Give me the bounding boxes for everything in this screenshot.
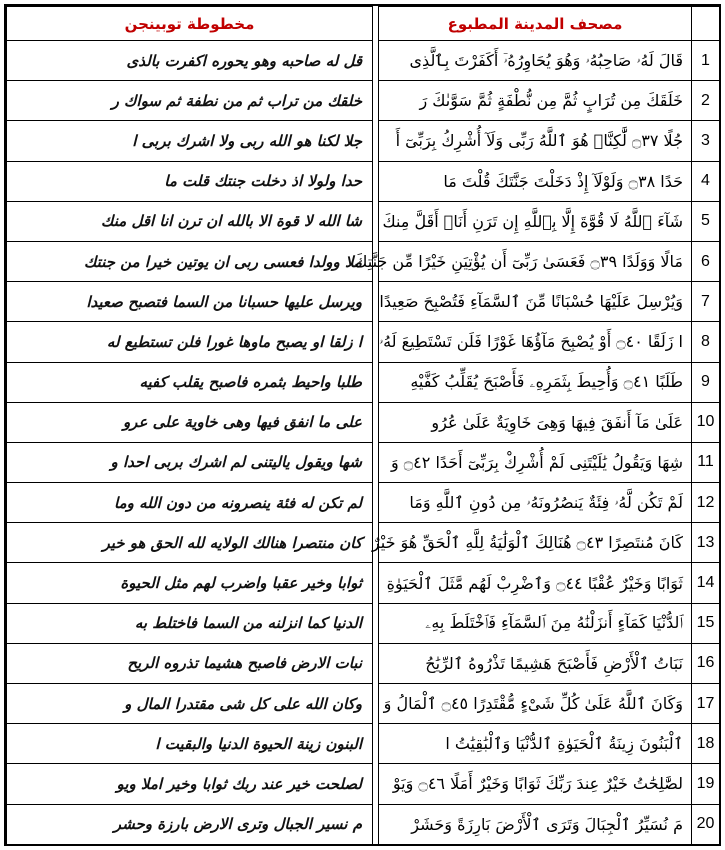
manuscript-cell: على ما انفق فيها وهى خاوية على عرو — [7, 402, 373, 442]
line-number: 6 — [692, 241, 720, 281]
line-number: 13 — [692, 523, 720, 563]
table-row — [7, 161, 720, 201]
medina-cell: جُلًا ۝٣٧ لَّٰكِنَّا۠ هُوَ ٱللَّهُ رَبِّى وَلَآ أُشْرِكُ بِرَبِّىٓ أَ — [379, 121, 692, 161]
line-number: 10 — [692, 402, 720, 442]
medina-cell: نَبَاتُ ٱلْأَرْضِ فَأَصْبَحَ هَشِيمًا تَذْرُوهُ ٱلرِّيَٰحُ — [379, 643, 692, 683]
manuscript-cell: طلبا واحيط بثمره فاصبح يقلب كفيه — [7, 362, 373, 402]
line-number: 7 — [692, 282, 720, 322]
medina-cell: مَ نُسَيِّرُ ٱلْجِبَالَ وَتَرَى ٱلْأَرْضَ بَارِزَةً وَحَشَرْ — [379, 804, 692, 844]
medina-cell: ثَوَابًا وَخَيْرٌ عُقْبًا ۝٤٤ وَٱضْرِبْ لَهُم مَّثَلَ ٱلْحَيَوٰةِ — [379, 563, 692, 603]
medina-cell: لَمْ تَكُن لَّهُۥ فِئَةٌ يَنصُرُونَهُۥ مِن دُونِ ٱللَّهِ وَمَا — [379, 483, 692, 523]
line-number: 9 — [692, 362, 720, 402]
medina-cell: شَآءَ ٱللَّهُ لَا قُوَّةَ إِلَّا بِٱللَّهِ إِن تَرَنِ أَنَا۠ أَقَلَّ مِنكَ — [379, 201, 692, 241]
header-number — [692, 7, 720, 41]
line-number: 14 — [692, 563, 720, 603]
medina-cell: كَانَ مُنتَصِرًا ۝٤٣ هُنَالِكَ ٱلْوَلَٰيَةُ لِلَّهِ ٱلْحَقِّ هُوَ خَيْرٌ — [379, 523, 692, 563]
manuscript-cell: وكان الله على كل شى مقتدرا المال و — [7, 684, 373, 724]
line-number: 18 — [692, 724, 720, 764]
table-row — [7, 603, 720, 643]
comparison-table-frame — [4, 4, 721, 846]
table-row — [7, 322, 720, 362]
table-row — [7, 81, 720, 121]
line-number: 3 — [692, 121, 720, 161]
table-row — [7, 483, 720, 523]
line-number: 20 — [692, 804, 720, 844]
line-number: 11 — [692, 442, 720, 482]
table-row — [7, 282, 720, 322]
table-row — [7, 764, 720, 804]
line-number: 17 — [692, 684, 720, 724]
line-number: 8 — [692, 322, 720, 362]
medina-cell: لصَّٰلِحَٰتُ خَيْرٌ عِندَ رَبِّكَ ثَوَابًا وَخَيْرٌ أَمَلًا ۝٤٦ وَيَوْ — [379, 764, 692, 804]
manuscript-cell: كان منتصرا هنالك الولايه لله الحق هو خير — [7, 523, 373, 563]
table-row — [7, 442, 720, 482]
medina-cell: وَكَانَ ٱللَّهُ عَلَىٰ كُلِّ شَىْءٍ مُّقْتَدِرًا ۝٤٥ ٱلْمَالُ وَ — [379, 684, 692, 724]
medina-cell: عَلَىٰ مَآ أَنفَقَ فِيهَا وَهِىَ خَاوِيَةٌ عَلَىٰ عُرُو — [379, 402, 692, 442]
manuscript-cell: الدنيا كما انزلنه من السما فاختلط به — [7, 603, 373, 643]
table-row — [7, 563, 720, 603]
line-number: 19 — [692, 764, 720, 804]
header-row — [7, 7, 720, 41]
manuscript-cell: م نسير الجبال وترى الارض بارزة وحشر — [7, 804, 373, 844]
medina-cell: طَلَبًا ۝٤١ وَأُحِيطَ بِثَمَرِهِۦ فَأَصْبَحَ يُقَلِّبُ كَفَّيْهِ — [379, 362, 692, 402]
line-number: 16 — [692, 643, 720, 683]
table-row — [7, 724, 720, 764]
table-row — [7, 804, 720, 844]
medina-cell: خَلَقَكَ مِن تُرَابٍ ثُمَّ مِن نُّطْفَةٍ ثُمَّ سَوَّىٰكَ رَ — [379, 81, 692, 121]
manuscript-cell: ثوابا وخير عقبا واضرب لهم مثل الحيوة — [7, 563, 373, 603]
table-row — [7, 523, 720, 563]
table-row — [7, 643, 720, 683]
table-row — [7, 201, 720, 241]
manuscript-cell: خلقك من تراب ثم من نطفة ثم سواك ر — [7, 81, 373, 121]
medina-cell: وَيُرْسِلَ عَلَيْهَا حُسْبَانًا مِّنَ ٱلسَّمَآءِ فَتُصْبِحَ صَعِيدًا — [379, 282, 692, 322]
table-row — [7, 41, 720, 81]
medina-cell: ا زَلَقًا ۝٤٠ أَوْ يُصْبِحَ مَآؤُهَا غَوْرًا فَلَن تَسْتَطِيعَ لَهُۥ — [379, 322, 692, 362]
line-number: 15 — [692, 603, 720, 643]
line-number: 1 — [692, 41, 720, 81]
table-row — [7, 241, 720, 281]
manuscript-cell: نبات الارض فاصبح هشيما تذروه الريح — [7, 643, 373, 683]
manuscript-cell: لصلحت خير عند ربك ثوابا وخير املا ويو — [7, 764, 373, 804]
manuscript-cell: ا زلقا او يصبح ماوها غورا فلن تستطيع له — [7, 322, 373, 362]
line-number: 4 — [692, 161, 720, 201]
table-row — [7, 684, 720, 724]
line-number: 5 — [692, 201, 720, 241]
medina-cell: حَدًا ۝٣٨ وَلَوْلَآ إِذْ دَخَلْتَ جَنَّتَكَ قُلْتَ مَا — [379, 161, 692, 201]
table-row — [7, 121, 720, 161]
manuscript-cell: حدا ولولا اذ دخلت جنتك قلت ما — [7, 161, 373, 201]
manuscript-cell: شها ويقول ياليتنى لم اشرك بربى احدا و — [7, 442, 373, 482]
manuscript-cell: شا الله لا قوة الا بالله ان ترن انا اقل منك — [7, 201, 373, 241]
line-number: 12 — [692, 483, 720, 523]
medina-cell: قَالَ لَهُۥ صَاحِبُهُۥ وَهُوَ يُحَاوِرُهُۥٓ أَكَفَرْتَ بِٱلَّذِى — [379, 41, 692, 81]
manuscript-cell: لم تكن له فئة ينصرونه من دون الله وما — [7, 483, 373, 523]
manuscript-cell: قل له صاحبه وهو يحوره اكفرت بالذى — [7, 41, 373, 81]
comparison-table — [6, 6, 720, 845]
table-row — [7, 402, 720, 442]
header-medina: مصحف المدينة المطبوع — [379, 7, 692, 41]
medina-cell: مَالًا وَوَلَدًا ۝٣٩ فَعَسَىٰ رَبِّىٓ أَن يُؤْتِيَنِ خَيْرًا مِّن جَنَّتِكَ — [379, 241, 692, 281]
medina-cell: ٱلدُّنْيَا كَمَآءٍ أَنزَلْنَٰهُ مِنَ ٱلسَّمَآءِ فَٱخْتَلَطَ بِهِۦ — [379, 603, 692, 643]
manuscript-cell: البنون زينة الحيوة الدنيا والبقيت ا — [7, 724, 373, 764]
manuscript-cell: جلا لكنا هو الله ربى ولا اشرك بربى ا — [7, 121, 373, 161]
header-manuscript: مخطوطة توبينجن — [7, 7, 373, 41]
medina-cell: ٱلْبَنُونَ زِينَةُ ٱلْحَيَوٰةِ ٱلدُّنْيَا وَٱلْبَٰقِيَٰتُ ا — [379, 724, 692, 764]
manuscript-cell: ملا وولدا فعسى ربى ان يوتين خيرا من جنتك — [7, 241, 373, 281]
table-row — [7, 362, 720, 402]
line-number: 2 — [692, 81, 720, 121]
medina-cell: شِهَا وَيَقُولُ يَٰلَيْتَنِى لَمْ أُشْرِكْ بِرَبِّىٓ أَحَدًا ۝٤٢ وَ — [379, 442, 692, 482]
manuscript-cell: ويرسل عليها حسبانا من السما فتصبح صعيدا — [7, 282, 373, 322]
